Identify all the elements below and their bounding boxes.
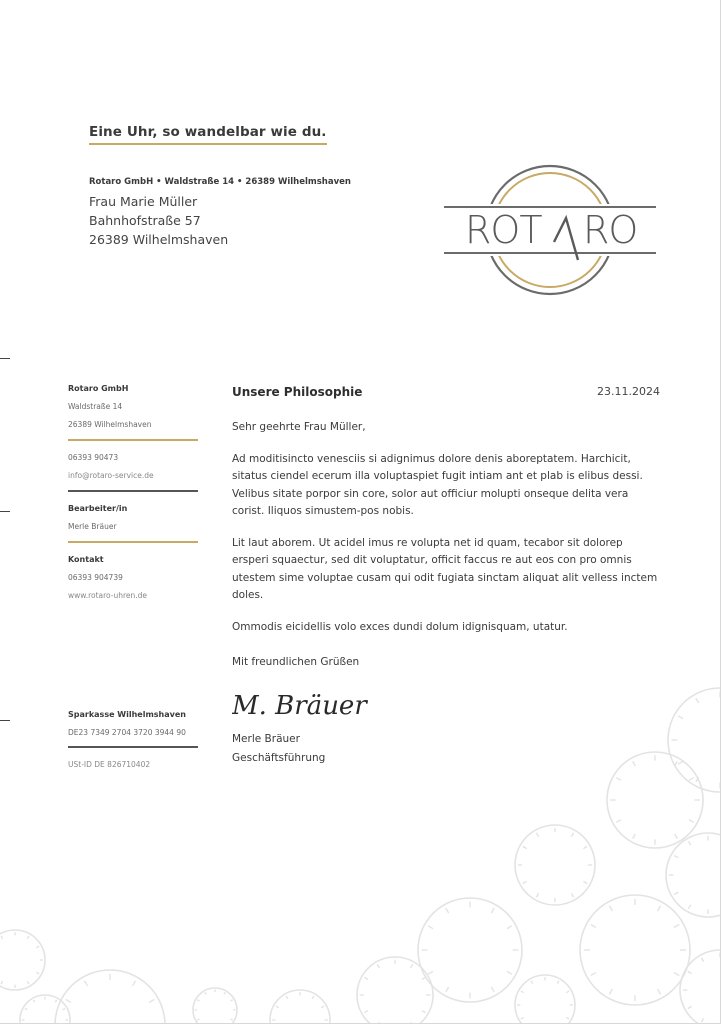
vat-id: USt-ID DE 826710402	[68, 760, 151, 769]
salutation: Sehr geehrte Frau Müller,	[232, 421, 366, 433]
watch-face-icon	[357, 957, 433, 1024]
watch-face-icon	[193, 988, 237, 1024]
watch-face-icon	[515, 825, 595, 905]
company-phone: 06393 90473	[68, 453, 119, 462]
watch-face-icon	[515, 975, 575, 1024]
watch-face-icon	[580, 895, 690, 1005]
svg-text:M. Bräuer: M. Bräuer	[232, 690, 367, 721]
watch-face-icon	[270, 990, 330, 1024]
bank-iban: DE23 7349 2704 3720 3944 90	[68, 728, 186, 737]
punch-mark	[0, 511, 10, 512]
bank-title: Sparkasse Wilhelmshaven	[68, 710, 186, 719]
recipient-name: Frau Marie Müller	[89, 194, 198, 209]
recipient-street: Bahnhofstraße 57	[89, 213, 201, 228]
contact-phone: 06393 904739	[68, 573, 123, 582]
signer-name: Merle Bräuer	[232, 732, 300, 745]
slogan: Eine Uhr, so wandelbar wie du.	[89, 124, 327, 145]
watch-face-icon	[20, 995, 70, 1024]
contact-title: Kontakt	[68, 555, 104, 564]
watch-pattern-decoration	[0, 660, 721, 1024]
paragraph: Lit laut aborem. Ut acidel imus re volupta net id quam, tecabor sit dolorep ersperi squaectur, sed dit voluptatur, officit faccus re aut eos con pro omnis utestem sime voluptae cusam qui odit fugiata sinctam aliquat alit velless inctem doles.	[232, 536, 658, 601]
watch-face-icon	[666, 833, 721, 917]
contact-web: www.rotaro-uhren.de	[68, 591, 148, 600]
watch-face-icon	[0, 930, 45, 990]
watch-face-icon	[680, 950, 721, 1024]
sender-line: Rotaro GmbH • Waldstraße 14 • 26389 Wilhelmshaven	[89, 177, 351, 187]
editor-name: Merle Bräuer	[68, 522, 117, 531]
company-street: Waldstraße 14	[68, 402, 123, 411]
divider	[68, 439, 198, 441]
company-name: Rotaro GmbH	[68, 384, 129, 393]
recipient-city: 26389 Wilhelmshaven	[89, 232, 229, 247]
letter-subject: Unsere Philosophie	[232, 385, 363, 399]
letter-date: 23.11.2024	[597, 385, 660, 398]
editor-title: Bearbeiter/in	[68, 504, 128, 513]
recipient-address	[89, 192, 228, 249]
paragraph: Ad moditisincto venesciis si adignimus dolore denis aboreptatem. Harchicit, sitatus ciendel ecerum illa voluptaspiet fugit intiam ant et plab is elibus dessi. Velibus sitate porpor sin core, solor aut officiur molupti onseque delita vera corist. Iliquos simustem-pos nobis.	[232, 452, 643, 517]
watch-face-icon	[418, 898, 522, 1002]
divider	[68, 541, 198, 543]
company-city: 26389 Wilhelmshaven	[68, 420, 152, 429]
watch-face-icon	[607, 752, 703, 848]
watch-face-icon	[668, 688, 721, 792]
closing: Mit freundlichen Grüßen	[232, 656, 360, 668]
company-email: info@rotaro-service.de	[68, 471, 154, 480]
paragraph: Ommodis eicidellis volo exces dundi dolum idignisquam, utatur.	[232, 620, 568, 633]
fold-mark-top	[0, 358, 10, 359]
svg-text:RO: RO	[583, 208, 638, 252]
logo-lettering: ROTARO	[440, 160, 445, 161]
svg-text:ROT: ROT	[465, 208, 542, 252]
divider	[68, 490, 198, 492]
watch-face-icon	[55, 970, 165, 1024]
signer-role: Geschäftsführung	[232, 751, 326, 764]
rotaro-logo	[440, 160, 660, 300]
